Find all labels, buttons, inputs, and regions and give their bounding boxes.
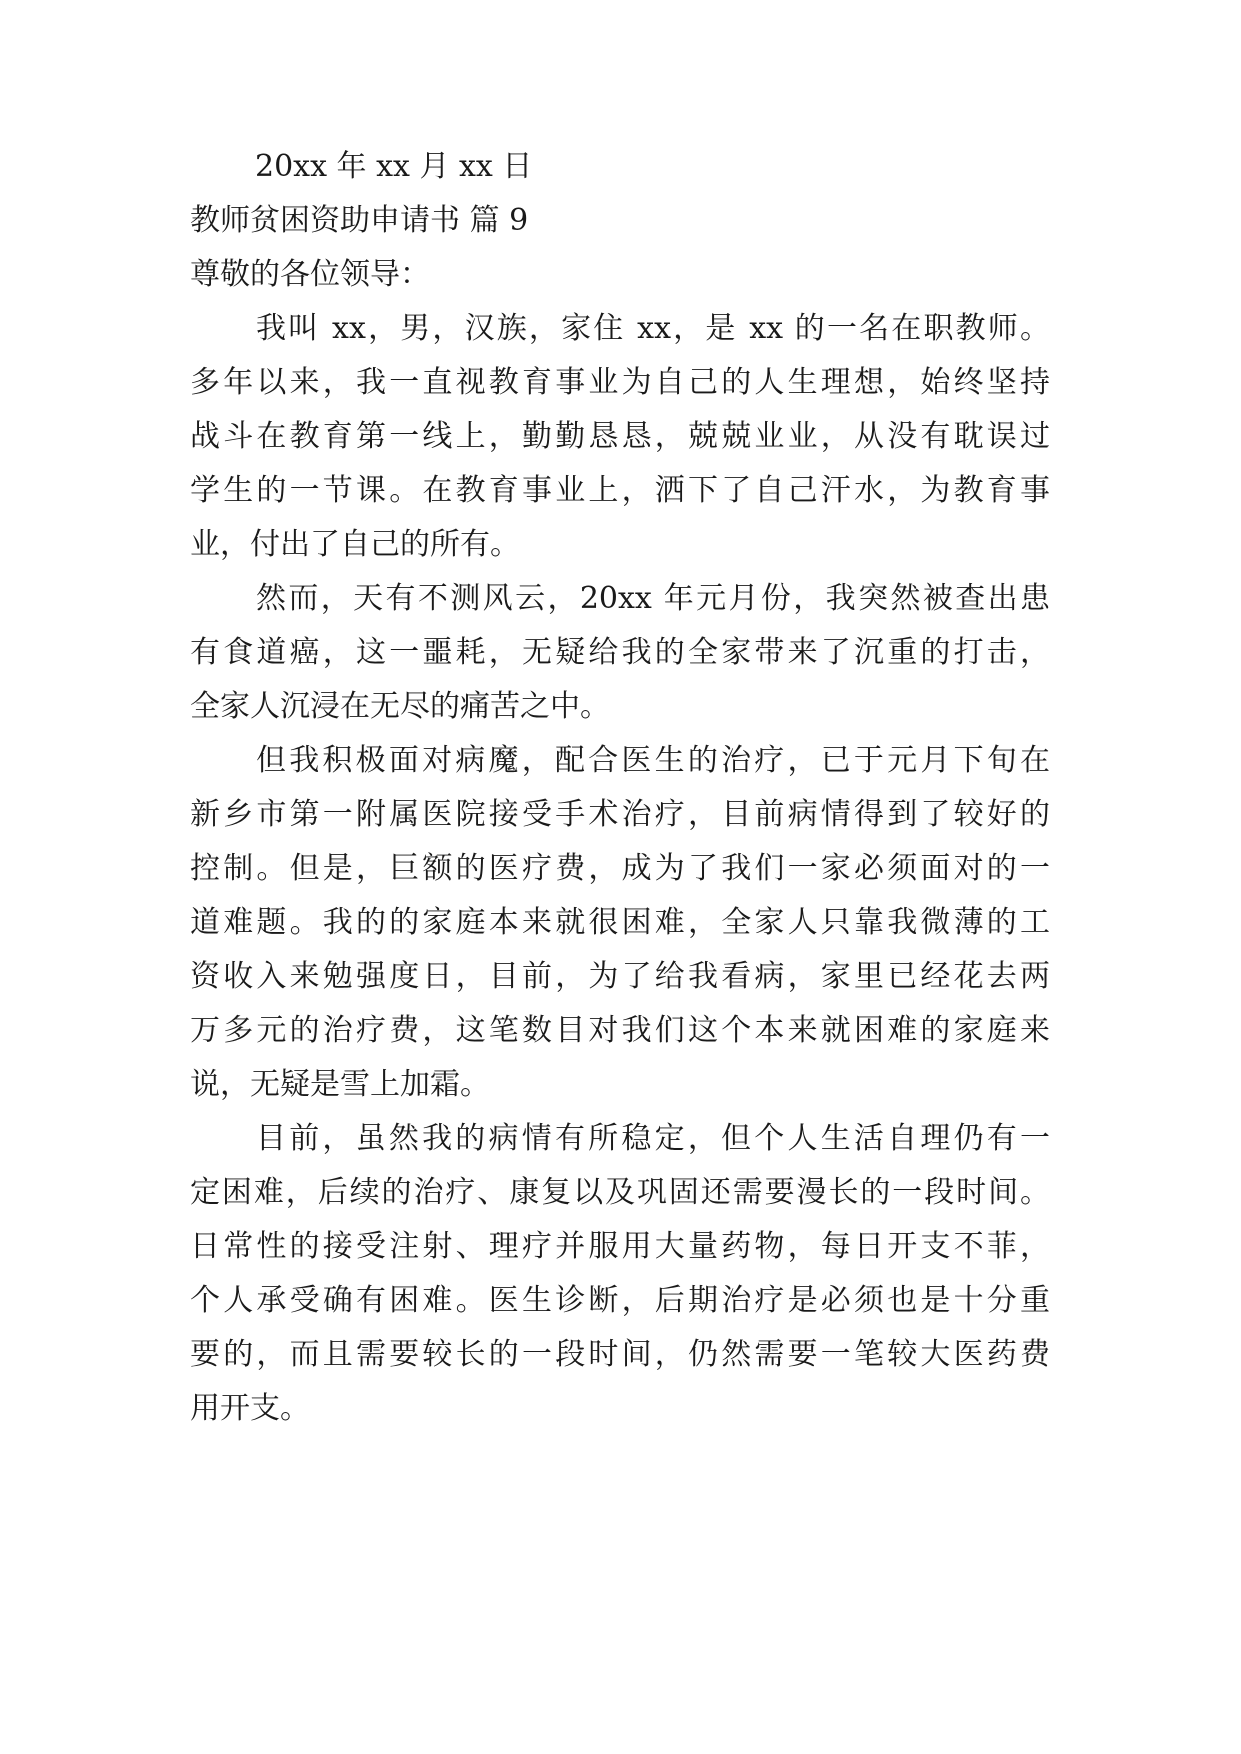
paragraph-3-line-6: 万多元的治疗费，这笔数目对我们这个本来就困难的家庭来 — [190, 1013, 1050, 1048]
paragraph-4-line-3: 日常性的接受注射、理疗并服用大量药物，每日开支不菲， — [190, 1229, 1050, 1264]
document-heading: 教师贫困资助申请书 篇 9 — [190, 203, 529, 238]
paragraph-3-line-1: 但我积极面对病魔，配合医生的治疗，已于元月下旬在 — [256, 743, 1050, 778]
paragraph-2-line-1: 然而，天有不测风云，20xx 年元月份，我突然被查出患 — [256, 581, 1050, 616]
paragraph-3-line-3: 控制。但是，巨额的医疗费，成为了我们一家必须面对的一 — [190, 851, 1050, 886]
paragraph-4-line-4: 个人承受确有困难。医生诊断，后期治疗是必须也是十分重 — [190, 1283, 1050, 1318]
date-line: 20xx 年 xx 月 xx 日 — [255, 149, 533, 184]
paragraph-3-line-4: 道难题。我的的家庭本来就很困难，全家人只靠我微薄的工 — [190, 905, 1050, 940]
paragraph-1-line-1: 我叫 xx，男，汉族，家住 xx，是 xx 的一名在职教师。 — [256, 311, 1050, 346]
paragraph-1-line-2: 多年以来，我一直视教育事业为自己的人生理想，始终坚持 — [190, 365, 1050, 400]
paragraph-2-line-2: 有食道癌，这一噩耗，无疑给我的全家带来了沉重的打击， — [190, 635, 1050, 670]
paragraph-3-line-7: 说，无疑是雪上加霜。 — [190, 1067, 490, 1102]
paragraph-3-line-2: 新乡市第一附属医院接受手术治疗，目前病情得到了较好的 — [190, 797, 1050, 832]
paragraph-1-line-5: 业，付出了自己的所有。 — [190, 527, 520, 562]
paragraph-4-line-6: 用开支。 — [190, 1391, 310, 1426]
paragraph-4-line-2: 定困难，后续的治疗、康复以及巩固还需要漫长的一段时间。 — [190, 1175, 1050, 1210]
paragraph-4-line-1: 目前，虽然我的病情有所稳定，但个人生活自理仍有一 — [256, 1121, 1050, 1156]
salutation: 尊敬的各位领导： — [190, 257, 430, 292]
paragraph-1-line-4: 学生的一节课。在教育事业上，洒下了自己汗水，为教育事 — [190, 473, 1050, 508]
paragraph-4-line-5: 要的，而且需要较长的一段时间，仍然需要一笔较大医药费 — [190, 1337, 1050, 1372]
paragraph-1-line-3: 战斗在教育第一线上，勤勤恳恳，兢兢业业，从没有耽误过 — [190, 419, 1050, 454]
paragraph-3-line-5: 资收入来勉强度日，目前，为了给我看病，家里已经花去两 — [190, 959, 1050, 994]
paragraph-2-line-3: 全家人沉浸在无尽的痛苦之中。 — [190, 689, 610, 724]
